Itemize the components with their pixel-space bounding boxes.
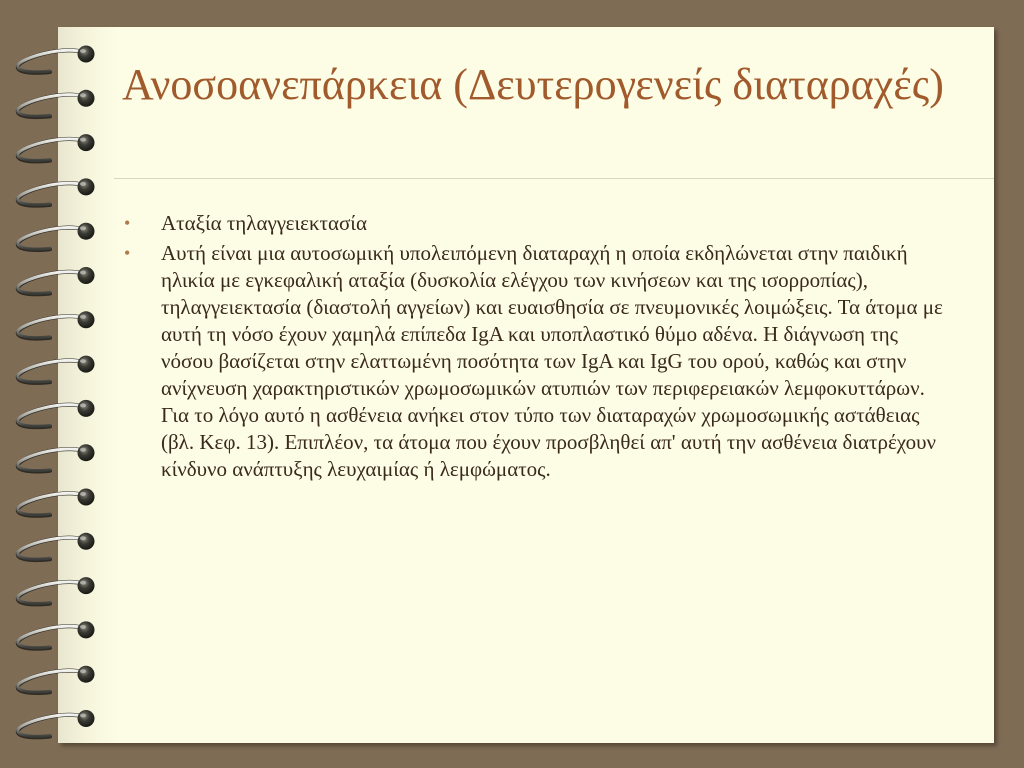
- bullet-list: [124, 210, 954, 486]
- spiral-binding: [0, 0, 110, 768]
- title-divider: [114, 178, 994, 179]
- slide-title: Ανοσοανεπάρκεια (Δευτερογενείς διαταραχές): [122, 60, 944, 109]
- bullet-icon: •: [124, 213, 131, 233]
- binding-ring: [18, 90, 95, 117]
- binding-ring: [18, 356, 95, 383]
- binding-ring: [18, 400, 95, 427]
- binding-ring: [18, 621, 95, 648]
- binding-ring: [18, 178, 95, 205]
- binding-ring: [18, 710, 95, 737]
- binding-ring: [18, 444, 95, 471]
- binding-ring: [18, 577, 95, 604]
- binding-ring: [18, 267, 95, 294]
- binding-ring: [18, 223, 95, 250]
- bullet-icon: •: [124, 243, 131, 263]
- notebook-page: [58, 27, 994, 743]
- bullet-text-1: Αταξία τηλαγγειεκτασία: [161, 211, 367, 235]
- bullet-item-2: [124, 240, 954, 483]
- binding-ring: [18, 46, 95, 73]
- binding-ring: [18, 311, 95, 338]
- binding-ring: [18, 666, 95, 693]
- binding-ring: [18, 134, 95, 161]
- bullet-text-2: Αυτή είναι μια αυτοσωμική υπολειπόμενη διαταραχή η οποία εκδηλώνεται στην παιδική ηλικία με εγκεφαλική αταξία (δυσκολία ελέγχου των κινήσεων και της ισορροπίας), τηλαγγειεκτασία (διαστολή αγγείων) και ευαισθησία σε πνευμονικές λοιμώξεις. Τα άτομα με αυτή τη νόσο έχουν χαμηλά επίπεδα IgA και υποπλαστικό θύμο αδένα. Η διάγνωση της νόσου βασίζεται στην ελαττωμένη ποσότητα των IgA και IgG του ορού, καθώς και στην ανίχνευση χαρακτηριστικών χρωμοσωμικών ατυπιών των περιφερειακών λεμφοκυττάρων. Για το λόγο αυτό η ασθένεια ανήκει στον τύπο των διαταραχών χρωμοσωμικής αστάθειας (βλ. Κεφ. 13). Επιπλέον, τα άτομα που έχουν προσβληθεί απ' αυτή την ασθένεια διατρέχουν κίνδυνο ανάπτυξης λευχαιμίας ή λεμφώματος.: [161, 241, 943, 481]
- binding-ring: [18, 533, 95, 560]
- binding-ring: [18, 489, 95, 516]
- bullet-item-1: [124, 210, 954, 237]
